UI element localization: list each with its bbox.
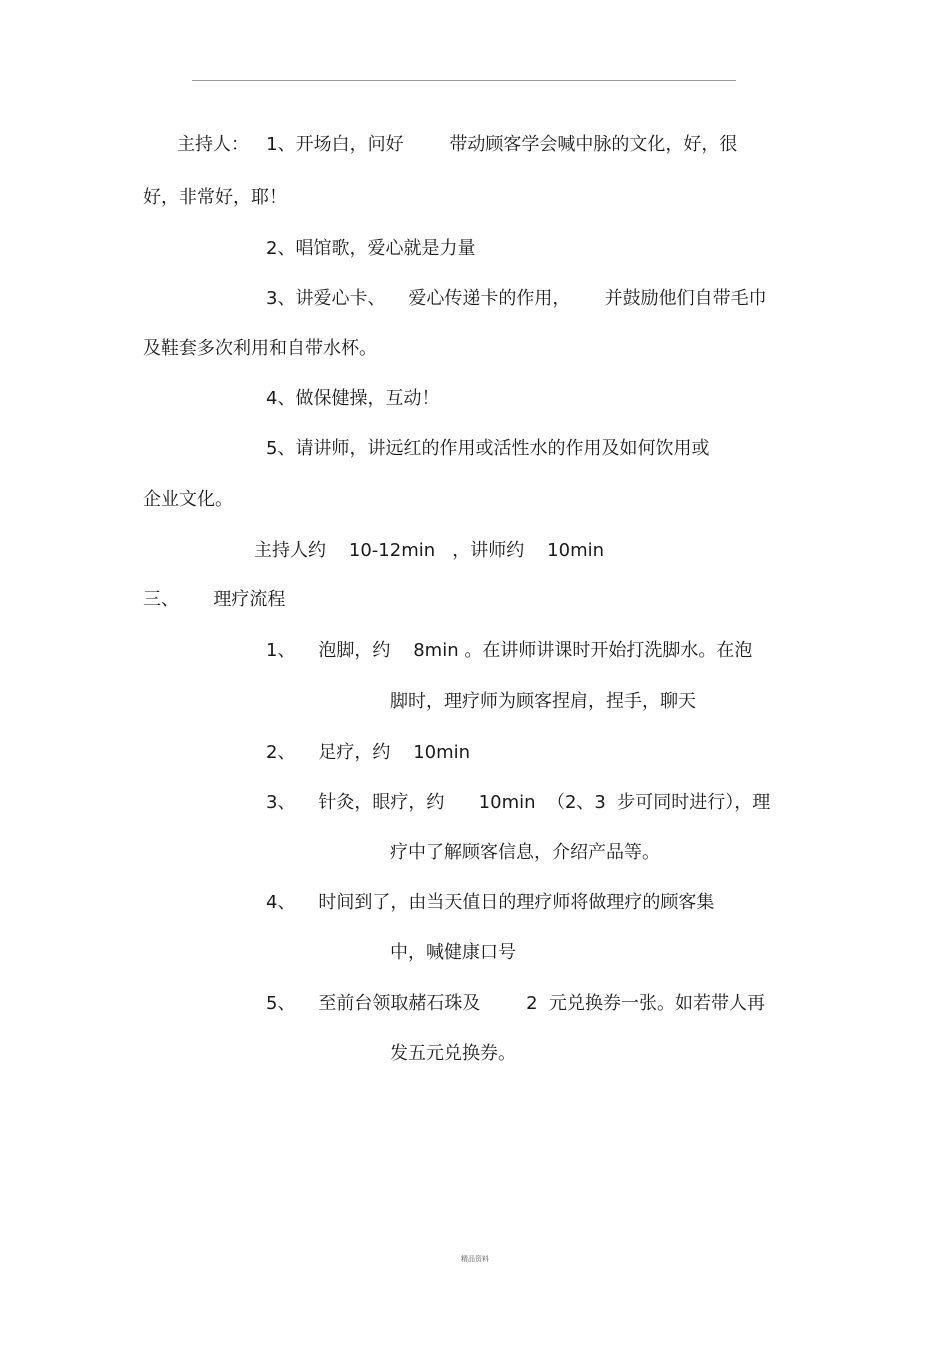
time-allocation: 主持人约 10-12min ，讲师约 10min (254, 540, 605, 561)
host-item-4: 4、做保健操，互动！ (266, 388, 440, 409)
step-4: 4、 时间到了，由当天值日的理疗师将做理疗的顾客集 (266, 892, 715, 913)
step-4-cont: 中，喊健康口号 (390, 942, 516, 963)
host-item-5-cont: 企业文化。 (143, 489, 233, 510)
host-item-1: 主持人： 1、开场白，问好 带动顾客学会喊中脉的文化，好，很 (177, 134, 738, 155)
host-item-3: 3、讲爱心卡、 爱心传递卡的作用， 并鼓励他们自带毛巾 (266, 288, 767, 309)
step-5-cont: 发五元兑换券。 (390, 1043, 516, 1064)
step-1: 1、 泡脚，约 8min 。在讲师讲课时开始打洗脚水。在泡 (266, 640, 753, 661)
header-rule (192, 80, 736, 81)
step-3-cont: 疗中了解顾客信息，介绍产品等。 (390, 842, 660, 863)
host-item-1-cont: 好，非常好，耶！ (143, 187, 287, 208)
step-5: 5、 至前台领取赭石珠及 2 元兑换券一张。如若带人再 (266, 993, 766, 1014)
host-item-2: 2、唱馆歌，爱心就是力量 (266, 238, 476, 259)
section-heading-therapy: 三、 理疗流程 (143, 589, 286, 610)
host-item-3-cont: 及鞋套多次利用和自带水杯。 (143, 338, 377, 359)
host-item-5: 5、请讲师，讲远红的作用或活性水的作用及如何饮用或 (266, 438, 710, 459)
step-2: 2、 足疗，约 10min (266, 742, 471, 763)
page-footer: 精品资料 (461, 1255, 489, 1263)
step-3: 3、 针灸，眼疗，约 10min （2、3 步可同时进行），理 (266, 792, 771, 813)
step-1-cont: 脚时，理疗师为顾客捏肩，捏手，聊天 (390, 691, 696, 712)
